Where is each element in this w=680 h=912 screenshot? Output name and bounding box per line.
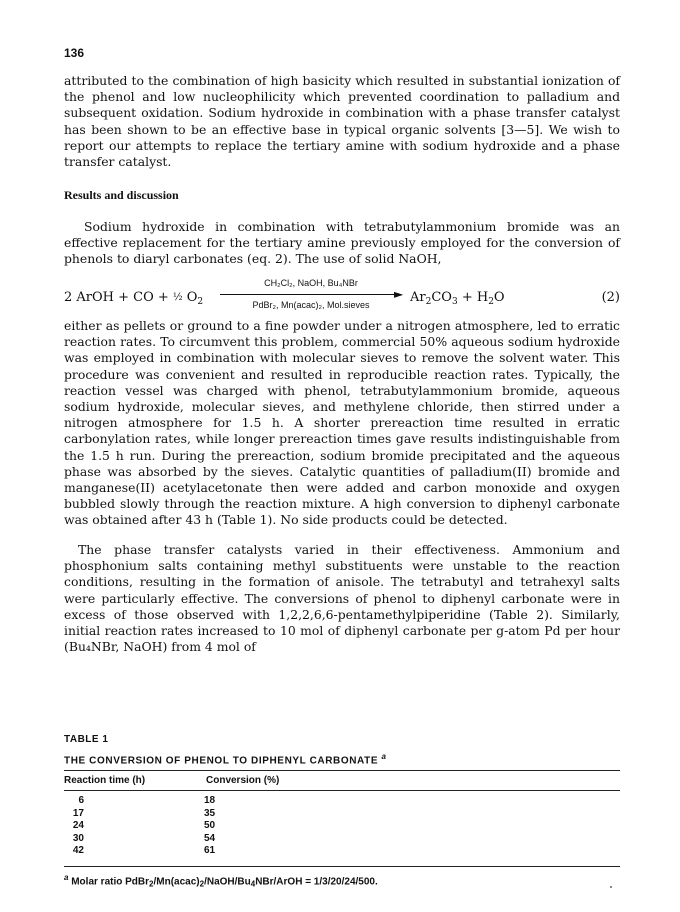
products-text-d: O xyxy=(493,290,505,305)
footnote-sub-2: 2 xyxy=(199,879,205,889)
table-caption-text: THE CONVERSION OF PHENOL TO DIPHENYL CARBONATE xyxy=(64,755,379,767)
cell-conversion: 35 xyxy=(204,807,216,819)
half-fraction: ½ xyxy=(172,292,183,303)
footnote-mark: a xyxy=(64,873,69,882)
products-text-a: Ar xyxy=(410,290,426,305)
paragraph-results-1: Sodium hydroxide in combination with tetrabutylammonium bromide was an effective replacement for the tertiary amine previously employed for the conversion of phenols to diaryl carbonates (eq. 2). The use of solid NaOH, xyxy=(64,219,620,267)
reactants-text: 2 ArOH + CO + xyxy=(64,290,173,305)
footnote-sub-3: 4 xyxy=(250,879,256,889)
table-row xyxy=(64,808,364,821)
arrow-conditions-below: PdBr₂, Mn(acac)₂, Mol.sieves xyxy=(252,300,370,310)
products-sub-1: 2 xyxy=(425,297,432,307)
cell-time: 17 xyxy=(72,807,84,819)
products-text-b: CO xyxy=(431,290,452,305)
table-row xyxy=(64,845,364,858)
cell-conversion: 18 xyxy=(204,795,216,806)
cell-time: 30 xyxy=(72,832,84,844)
table-caption-footnote-mark: a xyxy=(381,752,387,761)
oxygen-subscript: 2 xyxy=(197,297,204,307)
table-row xyxy=(64,820,364,833)
section-heading: Results and discussion xyxy=(64,188,179,202)
paragraph-intro: attributed to the combination of high basicity which resulted in substantial ionization of the phenol and low nucleophilicity which prevented coordination to palladium and subsequent oxidation. Sodium hydroxide in combination with a phase transfer catalyst has been shown to be an effective base in typical organic solvents [3—5]. We wish to report our attempts to replace the tertiary amine with sodium hydroxide and a phase transfer catalyst. xyxy=(64,73,620,170)
table-row xyxy=(64,833,364,846)
paragraph-results-2: either as pellets or ground to a fine powder under a nitrogen atmosphere, led to erratic reaction rates. To circumvent this problem, commercial 50% aqueous sodium hydroxide was employed in combination with molecular sieves to remove the solvent water. This procedure was convenient and resulted in reproducible reaction rates. Typically, the reaction vessel was charged with phenol, tetrabutylammonium bromide, aqueous sodium hydroxide, molecular sieves, and methylene chloride, then stirred under a nitrogen atmosphere for 1.5 h. A shorter prereaction time resulted in erratic carbonylation rates, while longer prereaction times gave results indistinguishable from the 1.5 h run. During the prereaction, sodium bromide precipitated and the aqueous phase was absorbed by the sieves. Catalytic quantities of palladium(II) bromide and manganese(II) acetylacetonate then were added and carbon monoxide and oxygen bubbled slowly through the reaction mixture. A high conversion to diphenyl carbonate was obtained after 43 h (Table 1). No side products could be detected. xyxy=(64,318,620,528)
column-header-time: Reaction time (h) xyxy=(64,775,146,786)
table-bottom-rule xyxy=(64,866,620,867)
reaction-arrow xyxy=(216,278,406,318)
chemical-equation xyxy=(64,278,620,318)
cell-time: 42 xyxy=(72,845,84,856)
cell-conversion: 50 xyxy=(204,820,216,831)
equation-number: (2) xyxy=(601,290,620,305)
arrow-line xyxy=(220,294,398,295)
oxygen-symbol: O xyxy=(182,290,198,305)
products-sub-3: 2 xyxy=(488,297,494,307)
cell-time: 24 xyxy=(72,820,84,831)
table-row xyxy=(64,795,364,808)
page-number: 136 xyxy=(64,46,85,60)
arrow-conditions-above: CH₂Cl₂, NaOH, Bu₄NBr xyxy=(264,278,358,288)
footnote-text-b: /Mn(acac) xyxy=(153,876,200,888)
equation-reactants xyxy=(64,290,203,307)
column-header-conversion: Conversion (%) xyxy=(206,775,280,786)
table-body xyxy=(64,795,364,858)
table-footnote xyxy=(64,873,378,888)
table-label: TABLE 1 xyxy=(64,734,109,745)
table-caption xyxy=(64,752,387,766)
table-top-rule xyxy=(64,770,620,771)
footnote-text-d: NBr/ArOH = 1/3/20/24/500. xyxy=(255,876,378,888)
arrow-head-icon: ► xyxy=(394,287,404,301)
cell-conversion: 61 xyxy=(204,845,216,856)
footnote-text-a: Molar ratio PdBr xyxy=(68,876,150,888)
footnote-text-c: /NaOH/Bu xyxy=(204,876,251,888)
cell-time: 6 xyxy=(78,795,84,806)
table-header-rule xyxy=(64,790,620,791)
cell-conversion: 54 xyxy=(204,832,216,844)
equation-products xyxy=(410,290,505,307)
paragraph-results-3: The phase transfer catalysts varied in their effectiveness. Ammonium and phosphonium salts containing methyl substituents were unstable to the reaction conditions, resulting in the formation of anisole. The tetrabutyl and tetrahexyl salts were particularly effective. The conversions of phenol to diphenyl carbonate were in excess of those observed with 1,2,2,6,6-pentamethylpiperidine (Table 2). Similarly, initial reaction rates increased to 10 mol of diphenyl carbonate per g-atom Pd per hour (Bu₄NBr, NaOH) from 4 mol of xyxy=(64,542,620,655)
products-text-c: + H xyxy=(457,290,489,305)
products-sub-2: 3 xyxy=(451,297,458,307)
footnote-sub-1: 2 xyxy=(149,879,154,889)
scan-speck xyxy=(610,886,612,888)
